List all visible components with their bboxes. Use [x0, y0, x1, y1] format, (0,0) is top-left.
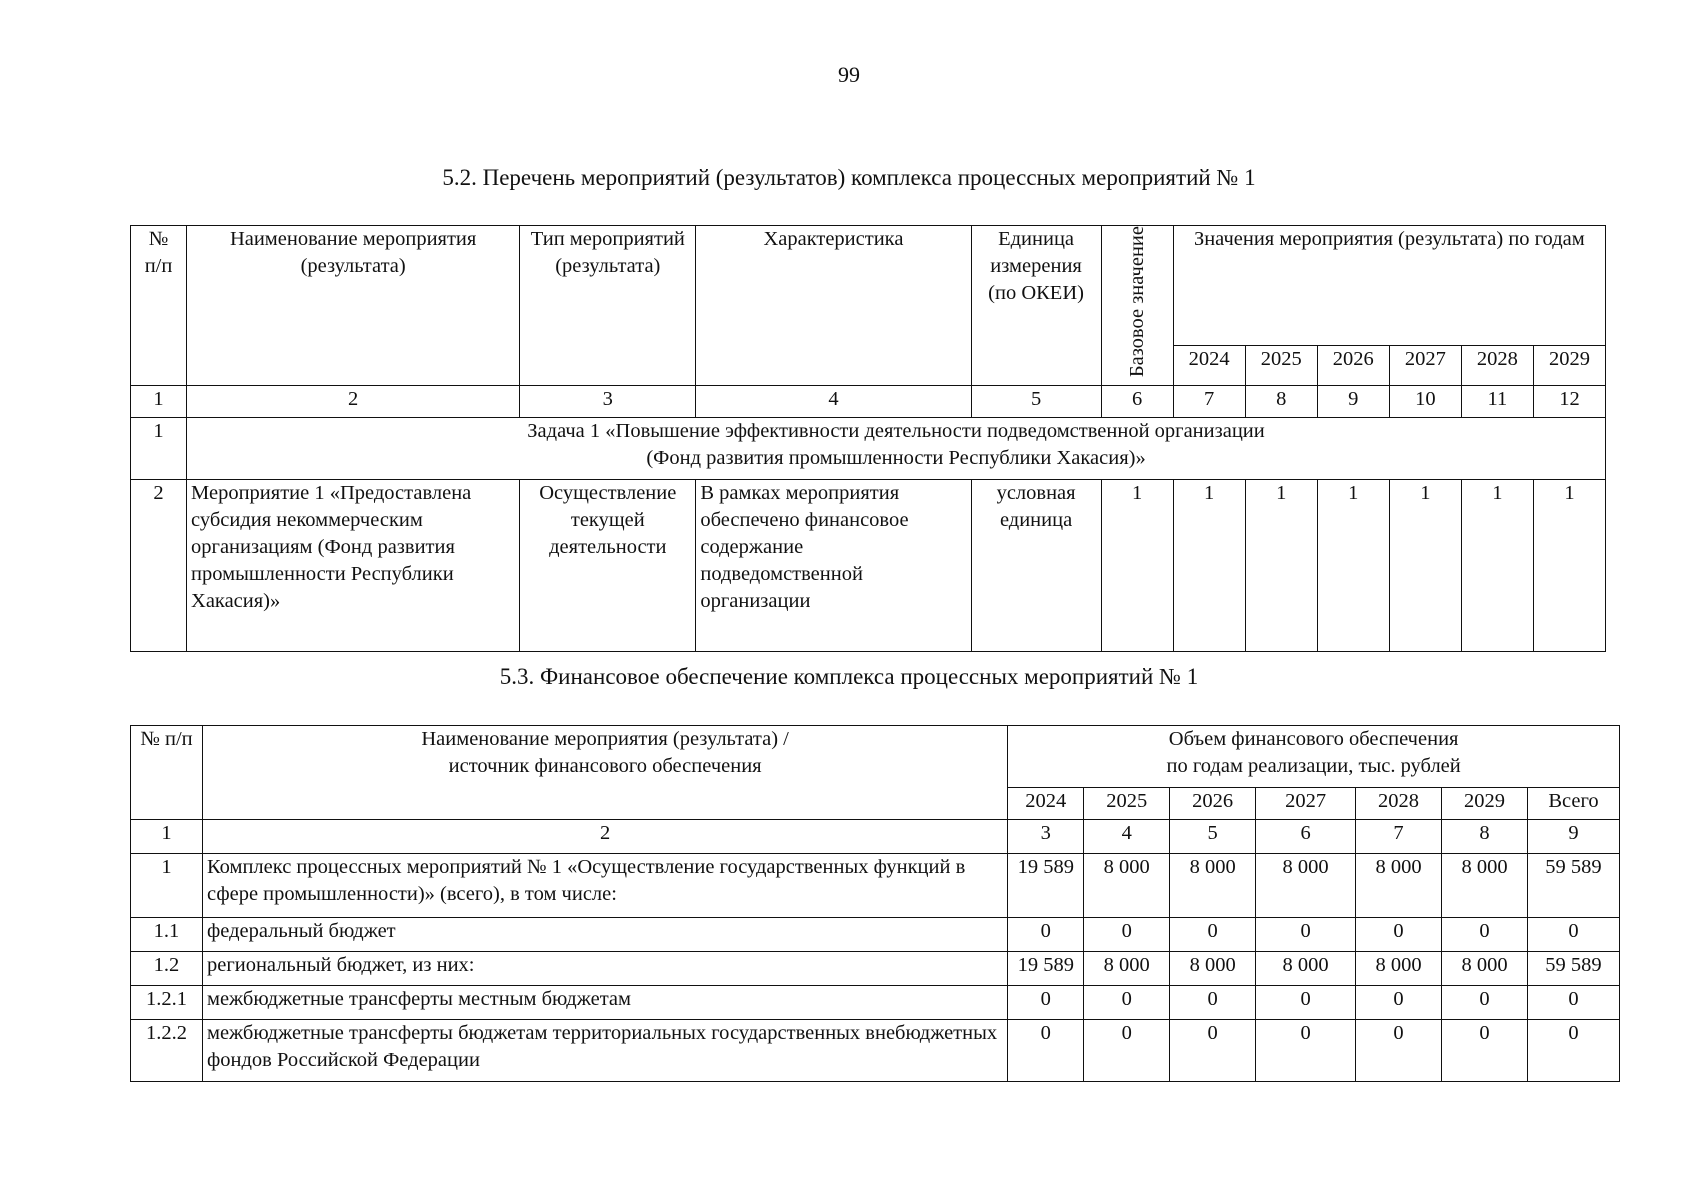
- year-cell: 2028: [1461, 345, 1533, 386]
- finance-row-num: 1.2.2: [131, 1020, 203, 1082]
- event-value: 1: [1173, 480, 1245, 652]
- column-numbers-row: [131, 386, 1606, 418]
- finance-row-num: 1.2.1: [131, 986, 203, 1020]
- finance-value: 19 589: [1008, 854, 1084, 918]
- col-number: 5: [1170, 820, 1256, 854]
- finance-header-volume: [1008, 726, 1620, 788]
- finance-value: 0: [1008, 1020, 1084, 1082]
- finance-value: 0: [1170, 1020, 1256, 1082]
- col-number: 10: [1389, 386, 1461, 418]
- finance-value: 0: [1084, 918, 1170, 952]
- header-name: Наименование мероприятия (результата): [187, 226, 520, 386]
- event-num: 2: [131, 480, 187, 652]
- finance-value: 8 000: [1170, 854, 1256, 918]
- finance-value: 0: [1256, 1020, 1356, 1082]
- finance-value: 0: [1527, 986, 1619, 1020]
- finance-value: 0: [1170, 918, 1256, 952]
- finance-value: 0: [1442, 918, 1528, 952]
- finance-row: [131, 854, 1620, 918]
- event-value: 1: [1317, 480, 1389, 652]
- event-value: 1: [1245, 480, 1317, 652]
- col-number: 7: [1356, 820, 1442, 854]
- year-cell: 2029: [1533, 345, 1605, 386]
- task-text: [187, 418, 1606, 480]
- col-number: 3: [1008, 820, 1084, 854]
- finance-value: 8 000: [1256, 952, 1356, 986]
- finance-value: 8 000: [1170, 952, 1256, 986]
- finance-row: [131, 986, 1620, 1020]
- finance-value: 19 589: [1008, 952, 1084, 986]
- finance-value: 59 589: [1527, 952, 1619, 986]
- col-number: 4: [696, 386, 971, 418]
- finance-year-cell: 2028: [1356, 788, 1442, 820]
- finance-year-cell: 2024: [1008, 788, 1084, 820]
- finance-row-name: Комплекс процессных мероприятий № 1 «Осуществление государственных функций в сфере промышленности)» (всего), в том числе:: [202, 854, 1007, 918]
- finance-header-name: [202, 726, 1007, 820]
- finance-year-cell: 2025: [1084, 788, 1170, 820]
- event-value: 1: [1461, 480, 1533, 652]
- col-number: 8: [1245, 386, 1317, 418]
- finance-value: 8 000: [1084, 854, 1170, 918]
- year-cell: 2025: [1245, 345, 1317, 386]
- finance-row-name: межбюджетные трансферты бюджетам территориальных государственных внебюджетных фондов Российской Федерации: [202, 1020, 1007, 1082]
- finance-value: 8 000: [1256, 854, 1356, 918]
- finance-value: 8 000: [1356, 952, 1442, 986]
- finance-header-name-line1: Наименование мероприятия (результата) /: [421, 728, 789, 750]
- finance-value: 8 000: [1442, 854, 1528, 918]
- event-characteristic: В рамках мероприятия обеспечено финансовое содержание подведомственной организации: [696, 480, 971, 652]
- event-value: 1: [1389, 480, 1461, 652]
- finance-value: 0: [1170, 986, 1256, 1020]
- col-number: 12: [1533, 386, 1605, 418]
- finance-value: 0: [1256, 986, 1356, 1020]
- header-base: [1101, 226, 1173, 386]
- finance-header-row: [131, 726, 1620, 788]
- finance-value: 0: [1256, 918, 1356, 952]
- header-num: № п/п: [131, 226, 187, 386]
- task-text-line1: Задача 1 «Повышение эффективности деятельности подведомственной организации: [527, 420, 1265, 443]
- col-number: 6: [1101, 386, 1173, 418]
- finance-year-cell: Всего: [1527, 788, 1619, 820]
- finance-value: 0: [1008, 986, 1084, 1020]
- finance-row-name: региональный бюджет, из них:: [202, 952, 1007, 986]
- finance-value: 0: [1356, 1020, 1442, 1082]
- finance-header-volume-line1: Объем финансового обеспечения: [1168, 728, 1459, 750]
- col-number: 1: [131, 386, 187, 418]
- header-values: Значения мероприятия (результата) по годам: [1173, 226, 1605, 346]
- finance-value: 0: [1442, 1020, 1528, 1082]
- col-number: 9: [1317, 386, 1389, 418]
- finance-value: 0: [1084, 1020, 1170, 1082]
- header-characteristic: Характеристика: [696, 226, 971, 386]
- finance-value: 0: [1356, 918, 1442, 952]
- finance-header-num: № п/п: [131, 726, 203, 820]
- header-unit: Единица измерения (по ОКЕИ): [971, 226, 1101, 386]
- col-number: 5: [971, 386, 1101, 418]
- task-num: 1: [131, 418, 187, 480]
- task-row: [131, 418, 1606, 480]
- finance-value: 59 589: [1527, 854, 1619, 918]
- finance-value: 0: [1356, 986, 1442, 1020]
- finance-header-volume-line2: по годам реализации, тыс. рублей: [1166, 755, 1461, 777]
- year-cell: 2026: [1317, 345, 1389, 386]
- finance-value: 8 000: [1084, 952, 1170, 986]
- col-number: 11: [1461, 386, 1533, 418]
- event-base: 1: [1101, 480, 1173, 652]
- header-type: Тип мероприятий (результата): [520, 226, 696, 386]
- finance-row-num: 1.1: [131, 918, 203, 952]
- event-row: [131, 480, 1606, 652]
- header-base-label: Базовое значение: [1125, 226, 1148, 378]
- finance-value: 0: [1527, 918, 1619, 952]
- col-number: 2: [202, 820, 1007, 854]
- finance-year-cell: 2029: [1442, 788, 1528, 820]
- finance-header-name-line2: источник финансового обеспечения: [448, 755, 762, 777]
- col-number: 7: [1173, 386, 1245, 418]
- year-cell: 2027: [1389, 345, 1461, 386]
- col-number: 9: [1527, 820, 1619, 854]
- col-number: 4: [1084, 820, 1170, 854]
- finance-value: 8 000: [1442, 952, 1528, 986]
- finance-value: 0: [1527, 1020, 1619, 1082]
- finance-value: 8 000: [1356, 854, 1442, 918]
- finance-row-num: 1: [131, 854, 203, 918]
- finance-value: 0: [1008, 918, 1084, 952]
- finance-value: 0: [1084, 986, 1170, 1020]
- events-table: [130, 225, 1606, 652]
- finance-column-numbers-row: [131, 820, 1620, 854]
- col-number: 6: [1256, 820, 1356, 854]
- event-value: 1: [1533, 480, 1605, 652]
- finance-row: [131, 952, 1620, 986]
- finance-year-cell: 2027: [1256, 788, 1356, 820]
- finance-row: [131, 918, 1620, 952]
- header-row: [131, 226, 1606, 346]
- col-number: 2: [187, 386, 520, 418]
- finance-row-num: 1.2: [131, 952, 203, 986]
- col-number: 8: [1442, 820, 1528, 854]
- section-title-5-2: 5.2. Перечень мероприятий (результатов) комплекса процессных мероприятий № 1: [442, 165, 1256, 190]
- page-number: 99: [838, 62, 860, 87]
- finance-row-name: федеральный бюджет: [202, 918, 1007, 952]
- event-name: Мероприятие 1 «Предоставлена субсидия некоммерческим организациям (Фонд развития промышленности Республики Хакасия)»: [187, 480, 520, 652]
- col-number: 1: [131, 820, 203, 854]
- finance-year-cell: 2026: [1170, 788, 1256, 820]
- finance-row-name: межбюджетные трансферты местным бюджетам: [202, 986, 1007, 1020]
- section-title-5-3: 5.3. Финансовое обеспечение комплекса процессных мероприятий № 1: [499, 664, 1199, 689]
- col-number: 3: [520, 386, 696, 418]
- year-cell: 2024: [1173, 345, 1245, 386]
- finance-row: [131, 1020, 1620, 1082]
- task-text-line2: (Фонд развития промышленности Республики Хакасия)»: [646, 447, 1146, 470]
- event-type: Осуществление текущей деятельности: [520, 480, 696, 652]
- finance-value: 0: [1442, 986, 1528, 1020]
- finance-table: [130, 725, 1620, 1082]
- event-unit: условная единица: [971, 480, 1101, 652]
